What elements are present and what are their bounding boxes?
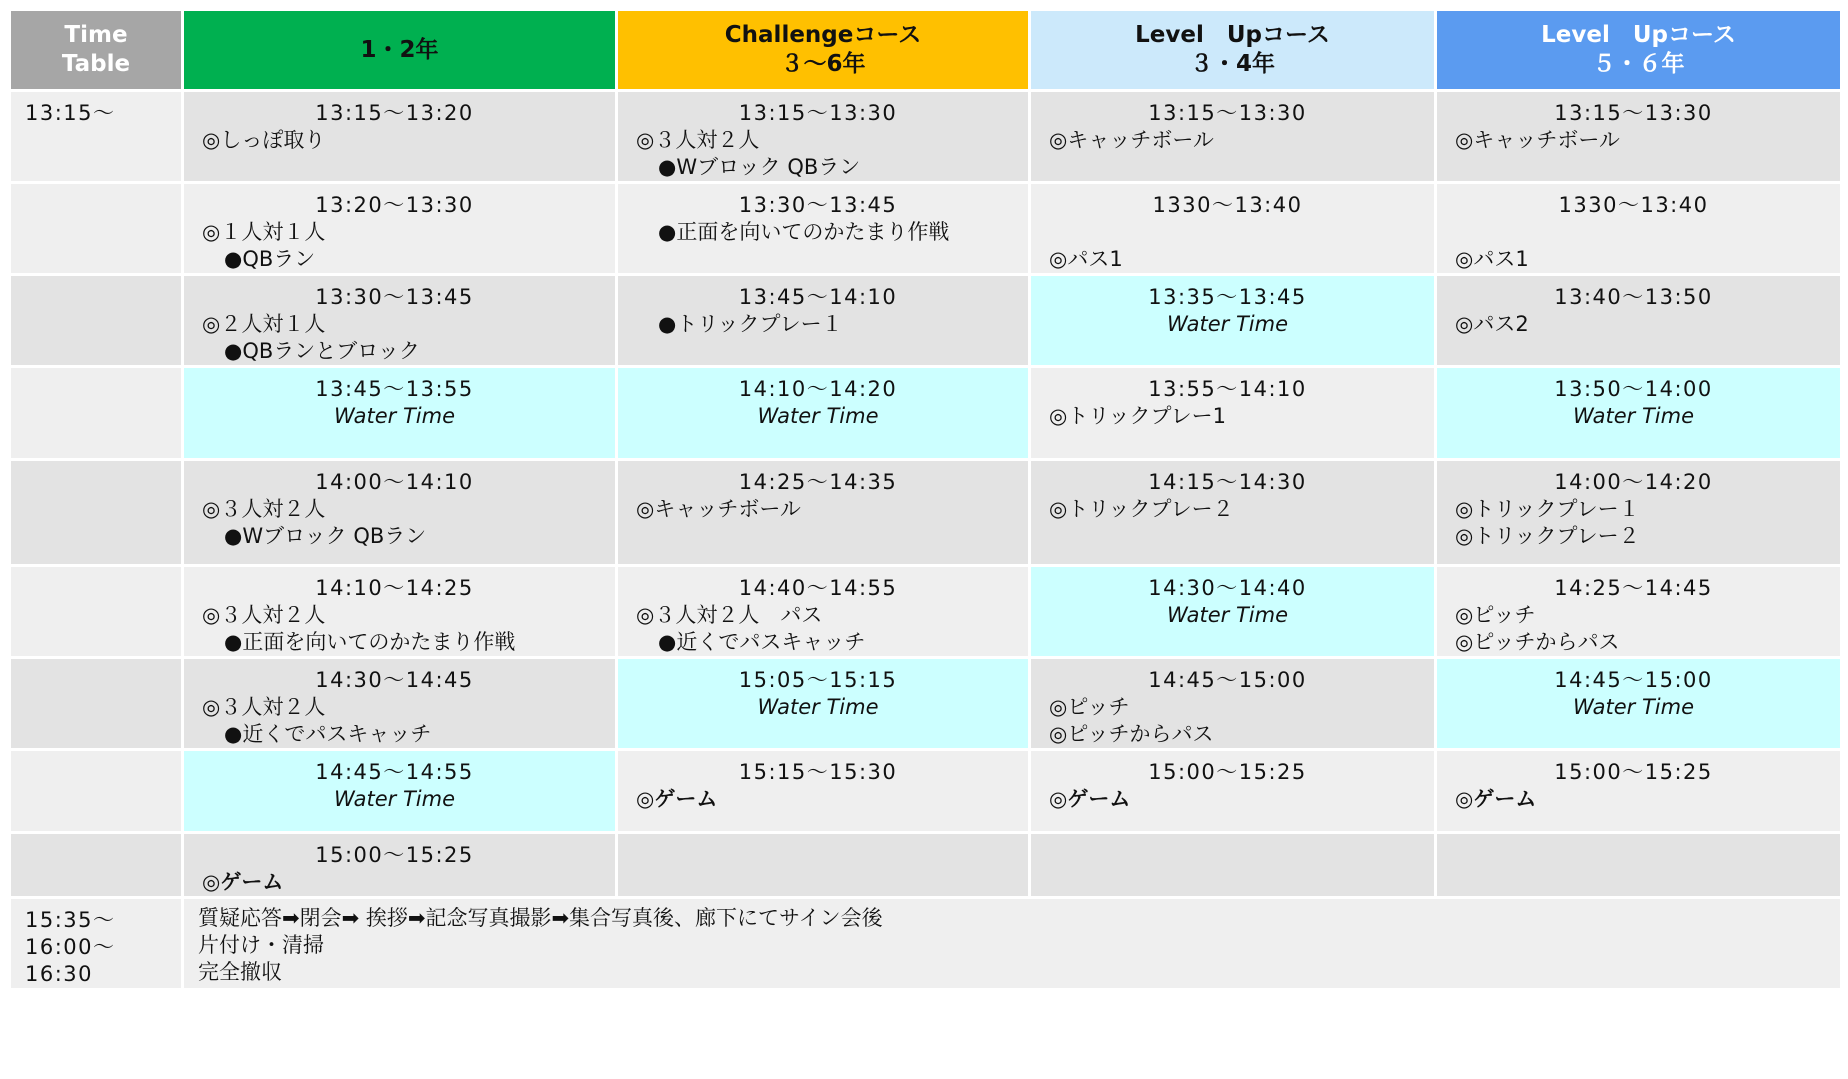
water-time-label: Water Time — [334, 787, 455, 811]
session-time: 14:30～14:40 — [1148, 576, 1307, 600]
activity-line: ◎トリックプレー２ — [1455, 524, 1640, 548]
session-cell — [183, 750, 617, 833]
water-time-label: Water Time — [757, 695, 879, 719]
session-cell — [1030, 658, 1436, 750]
session-time: 15:15～15:30 — [738, 760, 898, 784]
session-cell — [1030, 460, 1436, 566]
closing-activity: 片付け・清掃 — [198, 933, 324, 957]
session-time: 13:35～13:45 — [1148, 285, 1307, 309]
session-cell — [183, 183, 617, 275]
session-time: 14:25～14:35 — [738, 470, 898, 494]
closing-time: 16:30 — [25, 962, 94, 986]
session-cell — [1436, 183, 1842, 275]
game-label: ◎ゲーム — [1049, 787, 1131, 811]
game-label: ◎ゲーム — [636, 787, 718, 811]
activity-line: ◎３人対２人 — [202, 603, 326, 627]
header-challenge-course: Challengeコース ３～6年 — [617, 10, 1030, 91]
time-cell — [10, 91, 183, 183]
activity-line: ◎２人対１人 — [202, 312, 326, 336]
closing-activity: 完全撤収 — [198, 960, 282, 984]
session-cell — [1436, 833, 1842, 898]
session-time: 14:45～15:00 — [1148, 668, 1307, 692]
schedule-row — [10, 566, 1842, 658]
session-time: 14:45～15:00 — [1554, 668, 1713, 692]
activity-line: ◎キャッチボール — [1455, 128, 1620, 152]
session-time: 14:40～14:55 — [738, 576, 898, 600]
session-cell — [617, 658, 1030, 750]
session-cell — [183, 367, 617, 460]
time-cell — [10, 750, 183, 833]
closing-row — [10, 898, 1842, 990]
closing-times — [10, 898, 183, 990]
closing-activity: 質疑応答➡閉会➡ 挨拶➡記念写真撮影➡集合写真後、廊下にてサイン会後 — [198, 906, 883, 930]
session-cell — [617, 833, 1030, 898]
game-label: ◎ゲーム — [1455, 787, 1537, 811]
session-time: 13:15～13:30 — [1554, 101, 1713, 125]
header-time-table: Time Table — [10, 10, 183, 91]
session-cell — [617, 183, 1030, 275]
activity-line: ●トリックプレー１ — [658, 312, 843, 336]
session-time: 14:30～14:45 — [315, 668, 474, 692]
session-time: 13:20～13:30 — [315, 193, 474, 217]
activity-line: ◎しっぽ取り — [202, 128, 326, 152]
time-cell — [10, 460, 183, 566]
session-cell — [617, 750, 1030, 833]
session-cell — [183, 566, 617, 658]
session-cell — [1030, 275, 1436, 367]
session-cell — [617, 91, 1030, 183]
session-time: 14:15～14:30 — [1148, 470, 1307, 494]
session-time: 13:30～13:45 — [738, 193, 898, 217]
activity-line: ◎キャッチボール — [1049, 128, 1214, 152]
time-cell — [10, 275, 183, 367]
time-cell — [10, 658, 183, 750]
activity-line: ◎パス1 — [1455, 247, 1529, 271]
water-time-label: Water Time — [1573, 404, 1694, 428]
time-cell — [10, 183, 183, 275]
session-time: 14:00～14:20 — [1554, 470, 1713, 494]
activity-line: ●正面を向いてのかたまり作戦 — [224, 630, 516, 654]
schedule-row — [10, 833, 1842, 898]
activity-line: ●近くでパスキャッチ — [658, 630, 866, 654]
session-cell — [617, 460, 1030, 566]
activity-line: ◎キャッチボール — [636, 497, 801, 521]
schedule-row — [10, 750, 1842, 833]
session-time: 1330～13:40 — [1558, 193, 1709, 217]
activity-line: ◎トリックプレー１ — [1455, 497, 1640, 521]
session-cell — [617, 367, 1030, 460]
activity-line: ◎ピッチからパス — [1455, 630, 1620, 654]
water-time-label: Water Time — [757, 404, 879, 428]
session-cell — [1030, 183, 1436, 275]
session-time: 13:45～14:10 — [738, 285, 898, 309]
activity-line: ◎ピッチからパス — [1049, 722, 1214, 746]
session-time: 13:45～13:55 — [315, 377, 474, 401]
session-cell — [1030, 833, 1436, 898]
timetable — [8, 8, 1843, 991]
activity-line: ●QBラン — [224, 247, 316, 271]
session-cell — [617, 275, 1030, 367]
schedule-row — [10, 460, 1842, 566]
session-time: 1330～13:40 — [1152, 193, 1303, 217]
session-time: 14:25～14:45 — [1554, 576, 1713, 600]
session-cell — [1436, 91, 1842, 183]
session-time: 15:05～15:15 — [738, 668, 898, 692]
session-time: 13:55～14:10 — [1148, 377, 1307, 401]
schedule-body — [10, 91, 1842, 898]
session-cell — [1436, 658, 1842, 750]
session-time: 14:10～14:20 — [738, 377, 898, 401]
closing-section — [10, 898, 1842, 990]
game-label: ◎ゲーム — [202, 870, 284, 894]
session-cell — [1030, 91, 1436, 183]
time-cell — [10, 367, 183, 460]
water-time-label: Water Time — [1167, 312, 1288, 336]
session-time: 13:15～13:30 — [1148, 101, 1307, 125]
session-time: 15:00～15:25 — [1554, 760, 1713, 784]
session-time: 13:40～13:50 — [1554, 285, 1713, 309]
schedule-row — [10, 275, 1842, 367]
session-cell — [183, 833, 617, 898]
timetable-sheet — [8, 8, 1840, 1071]
session-time: 15:00～15:25 — [1148, 760, 1307, 784]
session-time: 14:45～14:55 — [315, 760, 474, 784]
closing-time: 16:00～ — [25, 935, 116, 959]
session-cell — [183, 460, 617, 566]
water-time-label: Water Time — [1167, 603, 1288, 627]
activity-line — [1031, 219, 1434, 246]
activity-line: ●Wブロック QBラン — [224, 524, 427, 548]
schedule-row — [10, 91, 1842, 183]
session-cell — [183, 91, 617, 183]
activity-line: ◎３人対２人 — [202, 695, 326, 719]
session-time: 13:15～13:20 — [315, 101, 474, 125]
activity-line: ◎３人対２人 — [202, 497, 326, 521]
activity-line: ◎トリックプレー1 — [1049, 404, 1227, 428]
time-cell — [10, 566, 183, 658]
session-cell — [1436, 367, 1842, 460]
header-grade-1-2: 1・2年 — [183, 10, 617, 91]
activity-line: ◎ピッチ — [1049, 695, 1130, 719]
session-cell — [617, 566, 1030, 658]
session-cell — [183, 275, 617, 367]
session-time: 13:50～14:00 — [1554, 377, 1713, 401]
closing-activities — [183, 898, 1842, 990]
closing-time: 15:35～ — [25, 908, 116, 932]
session-cell — [1030, 750, 1436, 833]
session-cell — [1436, 275, 1842, 367]
activity-line: ●正面を向いてのかたまり作戦 — [658, 220, 950, 244]
session-cell — [1030, 566, 1436, 658]
session-cell — [1030, 367, 1436, 460]
session-time: 14:00～14:10 — [315, 470, 474, 494]
time-cell — [10, 833, 183, 898]
activity-line: ◎ピッチ — [1455, 603, 1536, 627]
header-levelup-3-4: Level Upコース ３・4年 — [1030, 10, 1436, 91]
start-time: 13:15～ — [25, 101, 116, 125]
activity-line: ◎トリックプレー２ — [1049, 497, 1234, 521]
header-levelup-5-6: Level Upコース ５・６年 — [1436, 10, 1842, 91]
activity-line: ◎パス2 — [1455, 312, 1529, 336]
activity-line: ◎１人対１人 — [202, 220, 326, 244]
session-time: 13:30～13:45 — [315, 285, 474, 309]
activity-line: ●近くでパスキャッチ — [224, 722, 432, 746]
session-time: 13:15～13:30 — [738, 101, 898, 125]
activity-line: ◎パス1 — [1049, 247, 1123, 271]
activity-line: ◎３人対２人 — [636, 128, 760, 152]
session-time: 15:00～15:25 — [315, 843, 474, 867]
schedule-row — [10, 658, 1842, 750]
session-cell — [183, 658, 617, 750]
water-time-label: Water Time — [1573, 695, 1694, 719]
header-row — [10, 10, 1842, 91]
session-cell — [1436, 566, 1842, 658]
water-time-label: Water Time — [334, 404, 455, 428]
activity-line — [1437, 219, 1840, 246]
session-cell — [1436, 460, 1842, 566]
activity-line: ●Wブロック QBラン — [658, 155, 861, 179]
activity-line: ◎３人対２人 パス — [636, 603, 823, 627]
schedule-row — [10, 367, 1842, 460]
activity-line: ●QBランとブロック — [224, 339, 420, 363]
session-cell — [1436, 750, 1842, 833]
session-time: 14:10～14:25 — [315, 576, 474, 600]
schedule-row — [10, 183, 1842, 275]
